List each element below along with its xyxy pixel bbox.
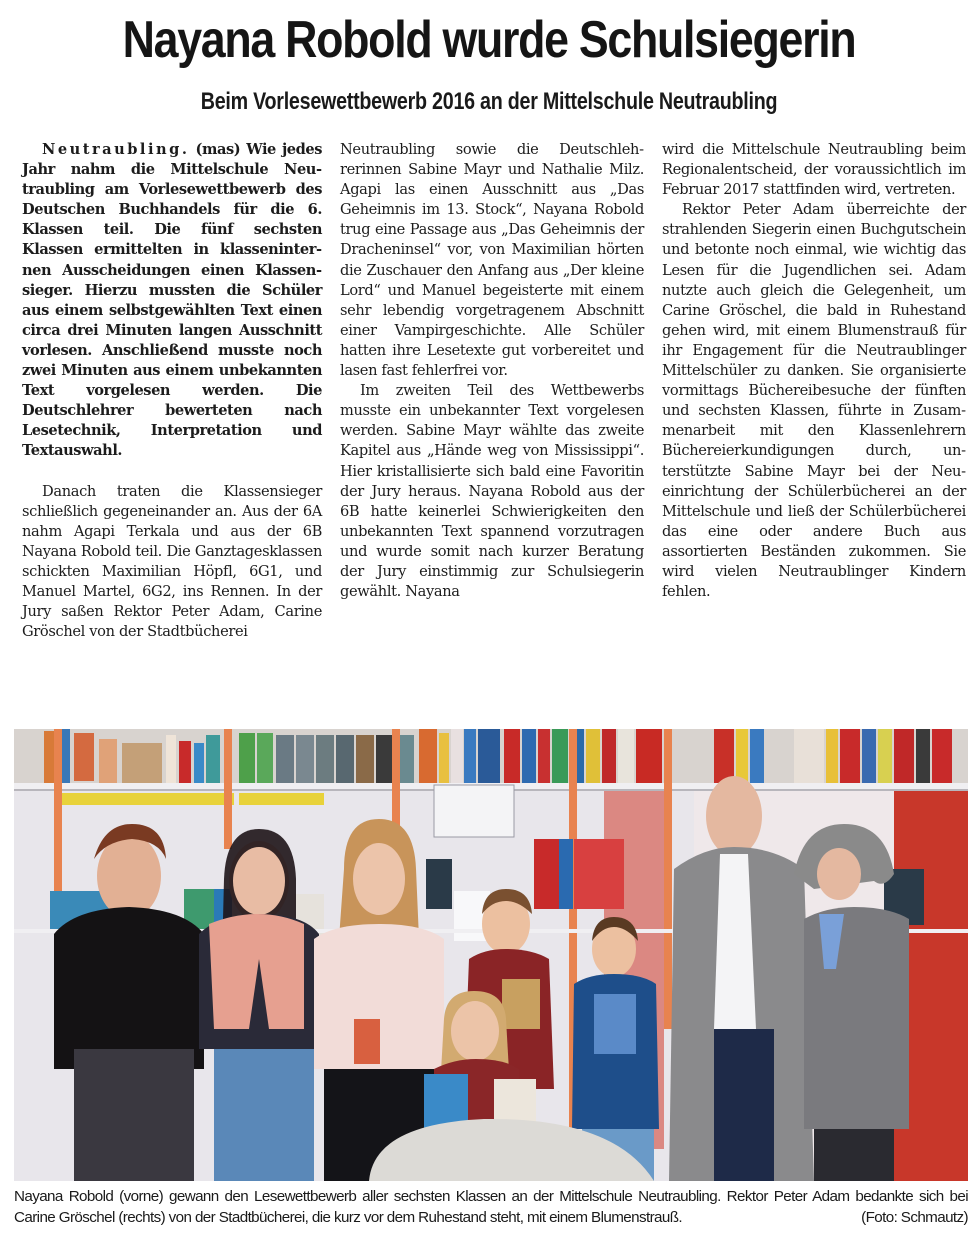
book (502, 979, 540, 1029)
article-column-2 (340, 140, 644, 602)
photo-credit: (Foto: Schmautz) (861, 1209, 968, 1226)
article-body (14, 140, 968, 700)
article-column-1 (22, 140, 322, 642)
lead-text: (mas) Wie jedes Jahr nahm die Mittelschule Neutraubling am Vorlesewettbewerb des Deutschen Buchhandels für die 6. Klassen teil. Die fünf sechsten Klassen ermittelten in klasseninternen Ausscheidungen einen Klassensieger. Hierzu mussten die Schüler aus einem selbstgewählten Text einen circa drei Minuten langen Ausschnitt vorlesen. Anschließend musste noch zwei Minuten aus einem unbekannten Text vorgelesen werden. Die Deutschlehrer bewerteten nach Lesetechnik, Interpretation und Textauswahl. (22, 141, 322, 460)
paragraph: Neutraubling sowie die Deutschlehrerinnen Sabine Mayr und Nathalie Milz. Agapi las einen Ausschnitt aus „Das Geheimnis im 13. Stock“, Nayana Robold trug eine Passage aus „Das Geheimnis der Dracheninsel“ vor, von Maximilian hörten die Zuschauer den Anfang aus „Der kleine Lord“ und Manuel begeisterte mit einem sehr lebendig vorgetragenem Abschnitt einer Vampirgeschichte. Alle Schüler hatten ihre Lesetexte gut vorbereitet und lasen fast fehlerfrei vor. (340, 141, 644, 380)
book (594, 994, 636, 1054)
article-column-3 (662, 140, 966, 602)
paragraph: wird die Mittelschule Neutraubling beim Regionalentscheid, der voraussichtlich im Februar 2017 stattfinden wird, vertreten. (662, 141, 966, 199)
subheadline: Beim Vorlesewettbewerb 2016 an der Mittelschule Neutraubling (200, 88, 778, 115)
book (354, 1019, 380, 1064)
notice-sign (434, 785, 514, 837)
shelf-post (664, 729, 672, 1029)
book-row-top (14, 729, 968, 784)
article-photo (14, 729, 968, 1181)
shelf-label (239, 793, 324, 805)
shelf-label (54, 793, 234, 805)
paragraph: Rektor Peter Adam überreichte der strahlenden Siegerin einen Buchgutschein und betonte noch einmal, wie wichtig das Lesen für die Jugendlichen sei. Adam nutzte auch gleich die Gelegenheit, um Carine Gröschel, die bald in Ruhestand gehen wird, mit einem Blumenstrauß für ihr Engagement für die Neutraublinger Mittelschüler zu danken. Sie organisierte vormittags Büchereibesuche der fünften und sechsten Klassen, führte in Zusammenarbeit mit den Klassenlehrern Büchereierkundigungen durch, unterstützte Sabine Mayr bei der Neueinrichtung der Schülerbücherei an der Mittelschule und ließ der Schülerbücherei das eine oder andere Buch aus assortierten Beständen zukommen. Sie wird vielen Neutraublinger Kindern fehlen. (662, 201, 966, 601)
photo-caption (14, 1186, 968, 1228)
lead-paragraph (22, 140, 322, 462)
dateline: Neutraubling. (42, 141, 190, 158)
paragraph: Im zweiten Teil des Wettbewerbs musste ein unbekannter Text vorgelesen werden. Sabine Mayr wählte das zweite Kapitel aus „Hände weg von Mississippi“. Hier kristallisierte sich bald eine Favoritin der Jury heraus. Nayana Robold aus der 6B hatte keinerlei Schwierigkeiten den unbekannten Text spannend vorzutragen und wurde somit nach kurzer Beratung der Jury einstimmig zur Schulsiegerin gewählt. Nayana (340, 382, 644, 601)
shelf-post (224, 729, 232, 849)
caption-text: Nayana Robold (vorne) gewann den Lesewettbewerb aller sechsten Klassen an der Mittelschule Neutraubling. Rektor Peter Adam bedankte sich bei Carine Gröschel (rechts) von der Stadtbücherei, die kurz vor dem Ruhestand steht, mit einem Blumenstrauß. (14, 1188, 968, 1226)
photo-illustration (14, 729, 968, 1181)
headline: Nayana Robold wurde Schulsiegerin (122, 11, 856, 69)
paragraph: Danach traten die Klassensieger schließlich gegeneinander an. Aus der 6A nahm Agapi Terkala und aus der 6B Nayana Robold teil. Die Ganztagesklassen schickten Maximilian Höpfl, 6G1, und Manuel Martel, 6G2, ins Rennen. In der Jury saßen Rektor Peter Adam, Carine Gröschel von der Stadtbücherei (22, 482, 322, 641)
